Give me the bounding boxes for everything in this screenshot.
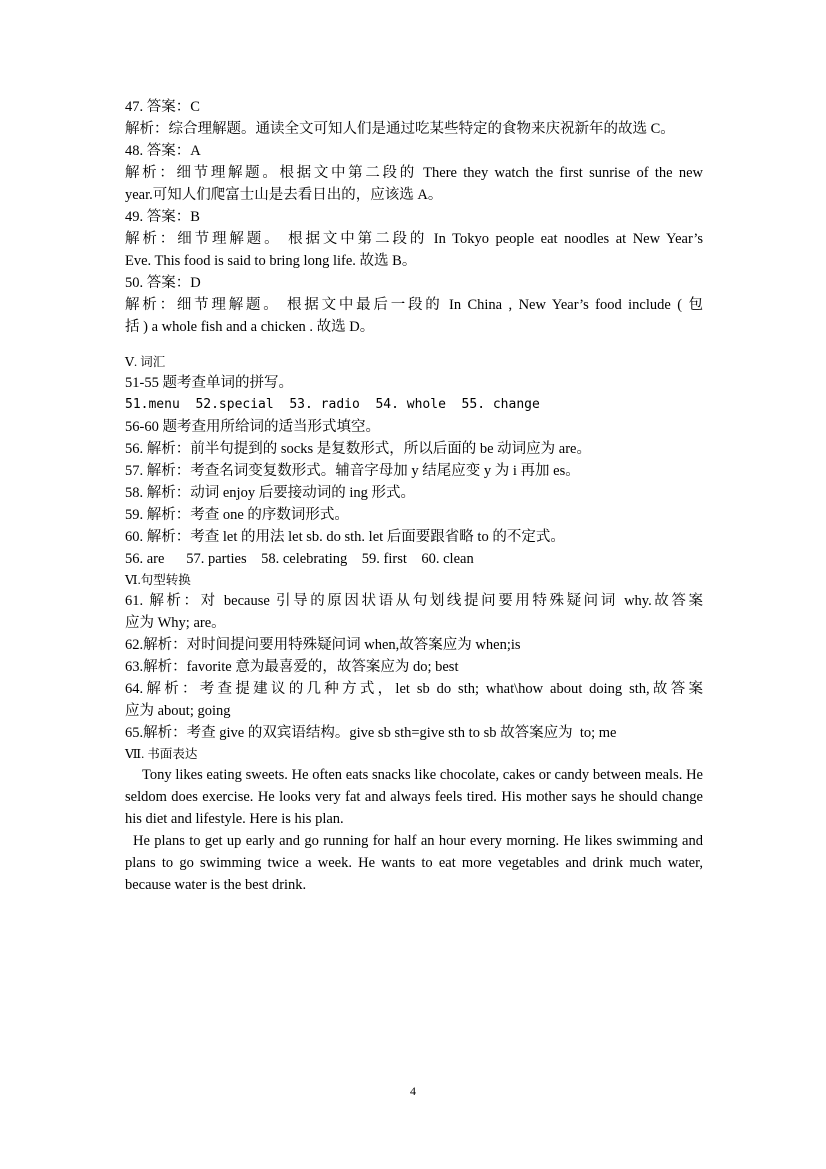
- explanation-48-line2: year.可知人们爬富士山是去看日出的，应该选 A。: [125, 187, 443, 203]
- answer-50: 50. 答案：D: [125, 275, 201, 291]
- document-body: [125, 96, 703, 896]
- explanation-61-line1: 61. 解析：对 because 引导的原因状语从句划线提问要用特殊疑问词 why.故答案: [125, 593, 703, 609]
- explanation-49-line1: 解析：细节理解题。 根据文中第二段的 In Tokyo people eat noodles at New Year’s: [125, 231, 703, 247]
- answer-48: 48. 答案：A: [125, 143, 201, 159]
- vocab-instruction-2: 56-60 题考查用所给词的适当形式填空。: [125, 419, 380, 435]
- explanation-47: 解析：综合理解题。通读全文可知人们是通过吃某些特定的食物来庆祝新年的故选 C。: [125, 121, 675, 137]
- vocab-instruction-1: 51-55 题考查单词的拼写。: [125, 375, 293, 391]
- explanation-63: 63.解析：favorite 意为最喜爱的，故答案应为 do; best: [125, 659, 459, 675]
- explanation-62: 62.解析：对时间提问要用特殊疑问词 when,故答案应为 when;is: [125, 637, 521, 653]
- explanation-64-line1: 64.解析：考查提建议的几种方式，let sb do sth; what\how about doing sth,故答案: [125, 681, 703, 697]
- answer-49: 49. 答案：B: [125, 209, 200, 225]
- page-number: 4: [410, 1084, 416, 1098]
- explanation-49-line2: Eve. This food is said to bring long life. 故选 B。: [125, 253, 417, 269]
- explanation-61-line2: 应为 Why; are。: [125, 615, 226, 631]
- explanation-56: 56. 解析：前半句提到的 socks 是复数形式，所以后面的 be 动词应为 are。: [125, 441, 591, 457]
- explanation-58: 58. 解析：动词 enjoy 后要接动词的 ing 形式。: [125, 485, 415, 501]
- explanation-50-line1: 解析：细节理解题。 根据文中最后一段的 In China , New Year’s food include ( 包: [125, 297, 703, 313]
- vocab-answers-56-60: 56. are 57. parties 58. celebrating 59. first 60. clean: [125, 551, 474, 567]
- section-heading-vocabulary: Ⅴ. 词汇: [125, 355, 166, 369]
- explanation-60: 60. 解析：考查 let 的用法 let sb. do sth. let 后面要跟省略 to 的不定式。: [125, 529, 565, 545]
- explanation-65: 65.解析：考查 give 的双宾语结构。give sb sth=give sth to sb 故答案应为 to; me: [125, 725, 617, 741]
- explanation-48-line1: 解析：细节理解题。根据文中第二段的 There they watch the first sunrise of the new: [125, 165, 703, 181]
- vocab-answers-51-55: 51.menu 52.special 53. radio 54. whole 55. change: [125, 397, 540, 412]
- section-heading-sentence-transformation: Ⅵ.句型转换: [125, 573, 191, 587]
- explanation-57: 57. 解析：考查名词变复数形式。辅音字母加 y 结尾应变 y 为 i 再加 es。: [125, 463, 580, 479]
- answer-47: 47. 答案：C: [125, 99, 200, 115]
- explanation-64-line2: 应为 about; going: [125, 703, 231, 719]
- section-gap: [125, 338, 703, 352]
- explanation-59: 59. 解析：考查 one 的序数词形式。: [125, 507, 349, 523]
- explanation-50-line2: 括 ) a whole fish and a chicken . 故选 D。: [125, 319, 375, 335]
- essay-paragraph-2: He plans to get up early and go running for half an hour every morning. He likes swimming and plans to go swimming twice a week. He wants to eat more vegetables and drink much water, because water is the best drink.: [125, 833, 703, 893]
- section-heading-writing: Ⅶ. 书面表达: [125, 747, 198, 761]
- essay-paragraph-1: Tony likes eating sweets. He often eats snacks like chocolate, cakes or candy between meals. He seldom does exercise. He looks very fat and always feels tired. His mother says he should change his diet and lifestyle. Here is his plan.: [125, 767, 703, 827]
